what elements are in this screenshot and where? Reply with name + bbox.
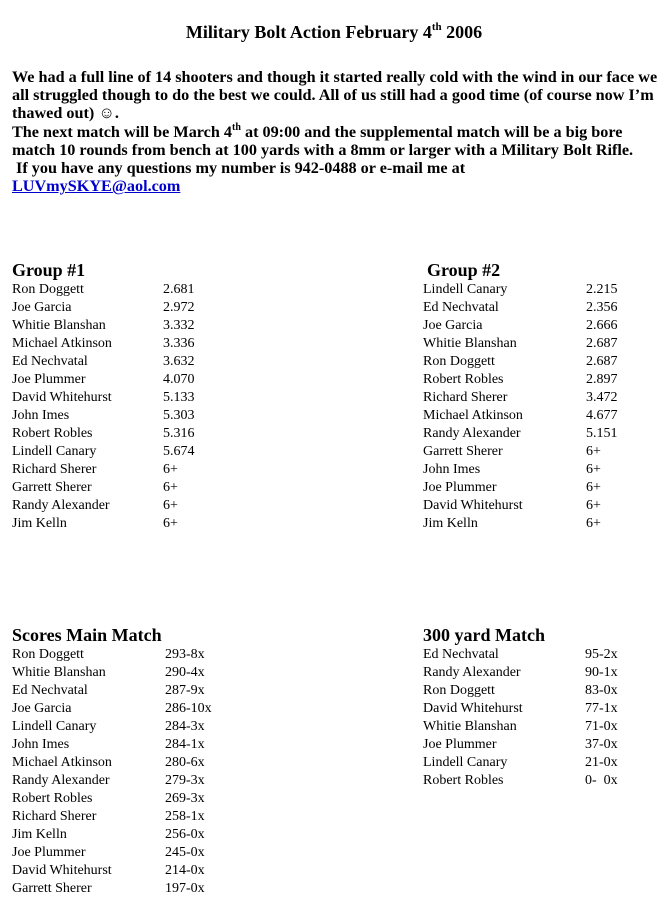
shooter-name: Robert Robles [423, 773, 504, 788]
shooter-score: 2.666 [586, 318, 618, 333]
shooter-name: Lindell Canary [12, 719, 97, 734]
score-row [423, 754, 663, 772]
score-row [12, 461, 272, 479]
shooter-name: Jim Kelln [12, 827, 67, 842]
score-row [423, 335, 663, 353]
shooter-score: 3.472 [586, 390, 618, 405]
shooter-name: Whitie Blanshan [423, 336, 517, 351]
score-row [12, 700, 272, 718]
shooter-score: 95-2x [585, 647, 618, 662]
300-yard-heading: 300 yard Match [423, 625, 545, 645]
title-year: 2006 [441, 22, 483, 42]
shooter-score: 280-6x [165, 755, 205, 770]
shooter-name: Ed Nechvatal [12, 354, 88, 369]
shooter-score: 2.215 [586, 282, 618, 297]
shooter-score: 256-0x [165, 827, 205, 842]
shooter-score: 3.632 [163, 354, 195, 369]
shooter-score: 83-0x [585, 683, 618, 698]
shooter-name: Ron Doggett [12, 647, 84, 662]
email-line [12, 177, 662, 195]
score-row [12, 790, 272, 808]
shooter-score: 21-0x [585, 755, 618, 770]
email-link[interactable]: LUVmySKYE@aol.com [12, 177, 181, 196]
shooter-name: David Whitehurst [423, 498, 523, 513]
shooter-score: 6+ [586, 444, 601, 459]
group-2-heading: Group #2 [427, 260, 501, 280]
shooter-score: 6+ [163, 516, 178, 531]
shooter-name: Garrett Sherer [12, 881, 92, 896]
shooter-score: 284-3x [165, 719, 205, 734]
shooter-name: Whitie Blanshan [423, 719, 517, 734]
shooter-score: 4.677 [586, 408, 618, 423]
shooter-name: Ed Nechvatal [12, 683, 88, 698]
shooter-name: Joe Garcia [12, 300, 72, 315]
main-match-list [12, 646, 272, 898]
shooter-name: Joe Garcia [423, 318, 483, 333]
group-2-list [423, 281, 663, 533]
shooter-score: 258-1x [165, 809, 205, 824]
shooter-name: Whitie Blanshan [12, 318, 106, 333]
shooter-name: Richard Sherer [423, 390, 508, 405]
shooter-score: 5.674 [163, 444, 195, 459]
title-main: Military Bolt Action February 4 [185, 22, 432, 42]
shooter-name: David Whitehurst [423, 701, 523, 716]
score-row [12, 808, 272, 826]
shooter-name: Lindell Canary [423, 755, 508, 770]
shooter-name: Randy Alexander [423, 426, 521, 441]
shooter-score: 6+ [586, 498, 601, 513]
shooter-score: 6+ [163, 462, 178, 477]
shooter-score: 287-9x [165, 683, 205, 698]
score-row [12, 772, 272, 790]
group-2-section [423, 260, 663, 533]
score-row [423, 461, 663, 479]
score-row [423, 371, 663, 389]
shooter-name: Ed Nechvatal [423, 647, 499, 662]
shooter-name: Ron Doggett [423, 683, 495, 698]
score-row [423, 443, 663, 461]
score-row [423, 479, 663, 497]
shooter-score: 290-4x [165, 665, 205, 680]
score-row [12, 844, 272, 862]
score-row [12, 664, 272, 682]
shooter-score: 77-1x [585, 701, 618, 716]
score-row [12, 353, 272, 371]
shooter-score: 214-0x [165, 863, 205, 878]
shooter-score: 5.133 [163, 390, 195, 405]
shooter-name: Robert Robles [12, 791, 93, 806]
shooter-score: 90-1x [585, 665, 618, 680]
shooter-score: 4.070 [163, 372, 195, 387]
score-row [423, 299, 663, 317]
shooter-score: 197-0x [165, 881, 205, 896]
shooter-name: David Whitehurst [12, 863, 112, 878]
score-row [423, 281, 663, 299]
shooter-name: Jim Kelln [423, 516, 478, 531]
shooter-name: Ed Nechvatal [423, 300, 499, 315]
score-row [12, 479, 272, 497]
shooter-name: Richard Sherer [12, 462, 97, 477]
shooter-score: 6+ [163, 480, 178, 495]
shooter-name: Joe Plummer [12, 845, 86, 860]
shooter-name: Lindell Canary [423, 282, 508, 297]
shooter-name: Michael Atkinson [423, 408, 523, 423]
score-row [12, 281, 272, 299]
score-row [12, 389, 272, 407]
shooter-score: 245-0x [165, 845, 205, 860]
shooter-name: Whitie Blanshan [12, 665, 106, 680]
score-row [423, 497, 663, 515]
shooter-name: Michael Atkinson [12, 336, 112, 351]
shooter-score: 286-10x [165, 701, 212, 716]
intro-paragraph-3 [12, 159, 662, 177]
shooter-name: Joe Plummer [423, 480, 497, 495]
score-row [12, 736, 272, 754]
shooter-score: 2.897 [586, 372, 618, 387]
score-row [12, 407, 272, 425]
score-row [12, 682, 272, 700]
score-row [12, 425, 272, 443]
score-row [12, 646, 272, 664]
score-row [12, 335, 272, 353]
shooter-score: 269-3x [165, 791, 205, 806]
shooter-score: 293-8x [165, 647, 205, 662]
shooter-name: Ron Doggett [423, 354, 495, 369]
score-row [12, 754, 272, 772]
shooter-name: John Imes [423, 462, 481, 477]
shooter-name: Joe Plummer [423, 737, 497, 752]
score-row [423, 664, 663, 682]
score-row [12, 497, 272, 515]
shooter-score: 0- 0x [585, 773, 618, 788]
main-match-heading: Scores Main Match [12, 625, 162, 645]
score-row [12, 862, 272, 880]
300-yard-section [423, 625, 663, 790]
group-1-section [12, 260, 272, 533]
shooter-score: 284-1x [165, 737, 205, 752]
shooter-name: Robert Robles [423, 372, 504, 387]
shooter-score: 5.303 [163, 408, 195, 423]
group-1-list [12, 281, 272, 533]
score-row [423, 700, 663, 718]
shooter-name: Randy Alexander [423, 665, 521, 680]
intro-paragraph-2 [12, 123, 662, 159]
contact-text: If you have any questions my number is 942-0488 or e-mail me at [12, 159, 466, 178]
score-row [423, 772, 663, 790]
shooter-name: Robert Robles [12, 426, 93, 441]
shooter-name: Randy Alexander [12, 498, 110, 513]
300-yard-list [423, 646, 663, 790]
score-row [12, 317, 272, 335]
main-match-section [12, 625, 272, 898]
shooter-name: Garrett Sherer [423, 444, 503, 459]
shooter-score: 3.336 [163, 336, 195, 351]
shooter-score: 71-0x [585, 719, 618, 734]
score-row [423, 515, 663, 533]
next-match-details: at 09:00 and the supplemental match will be a big bore match 10 rounds from bench at 100 yards with a 8mm or larger with a Military Bolt Rifle. [12, 122, 634, 159]
shooter-score: 2.356 [586, 300, 618, 315]
shooter-name: Lindell Canary [12, 444, 97, 459]
score-row [12, 371, 272, 389]
score-row [423, 718, 663, 736]
shooter-name: David Whitehurst [12, 390, 112, 405]
shooter-score: 2.972 [163, 300, 195, 315]
score-row [12, 880, 272, 898]
page-title [0, 22, 668, 43]
shooter-name: Michael Atkinson [12, 755, 112, 770]
shooter-name: John Imes [12, 737, 70, 752]
shooter-name: Randy Alexander [12, 773, 110, 788]
score-row [423, 353, 663, 371]
next-match-sup: th [232, 121, 241, 133]
shooter-name: John Imes [12, 408, 70, 423]
shooter-score: 6+ [586, 516, 601, 531]
score-row [12, 826, 272, 844]
shooter-score: 2.687 [586, 336, 618, 351]
score-row [12, 515, 272, 533]
shooter-score: 6+ [163, 498, 178, 513]
shooter-score: 6+ [586, 480, 601, 495]
shooter-name: Richard Sherer [12, 809, 97, 824]
intro-paragraph-1: We had a full line of 14 shooters and though it started really cold with the wind in our face we all struggled though to do the best we could. All of us still had a good time (of course now I’m thawed out) ☺. [12, 68, 658, 123]
shooter-score: 5.316 [163, 426, 195, 441]
shooter-name: Jim Kelln [12, 516, 67, 531]
group-1-heading: Group #1 [12, 260, 86, 280]
score-row [423, 389, 663, 407]
shooter-name: Ron Doggett [12, 282, 84, 297]
score-row [12, 718, 272, 736]
score-row [423, 317, 663, 335]
score-row [423, 736, 663, 754]
intro-text [12, 68, 662, 195]
score-row [423, 682, 663, 700]
shooter-score: 37-0x [585, 737, 618, 752]
shooter-name: Garrett Sherer [12, 480, 92, 495]
score-row [423, 407, 663, 425]
shooter-score: 6+ [586, 462, 601, 477]
shooter-score: 279-3x [165, 773, 205, 788]
score-row [423, 646, 663, 664]
next-match-text: The next match will be March 4 [12, 122, 233, 141]
shooter-score: 2.681 [163, 282, 195, 297]
shooter-score: 3.332 [163, 318, 195, 333]
score-row [12, 299, 272, 317]
shooter-score: 5.151 [586, 426, 618, 441]
title-sup: th [431, 21, 442, 33]
score-row [12, 443, 272, 461]
score-row [423, 425, 663, 443]
shooter-name: Joe Garcia [12, 701, 72, 716]
shooter-score: 2.687 [586, 354, 618, 369]
shooter-name: Joe Plummer [12, 372, 86, 387]
